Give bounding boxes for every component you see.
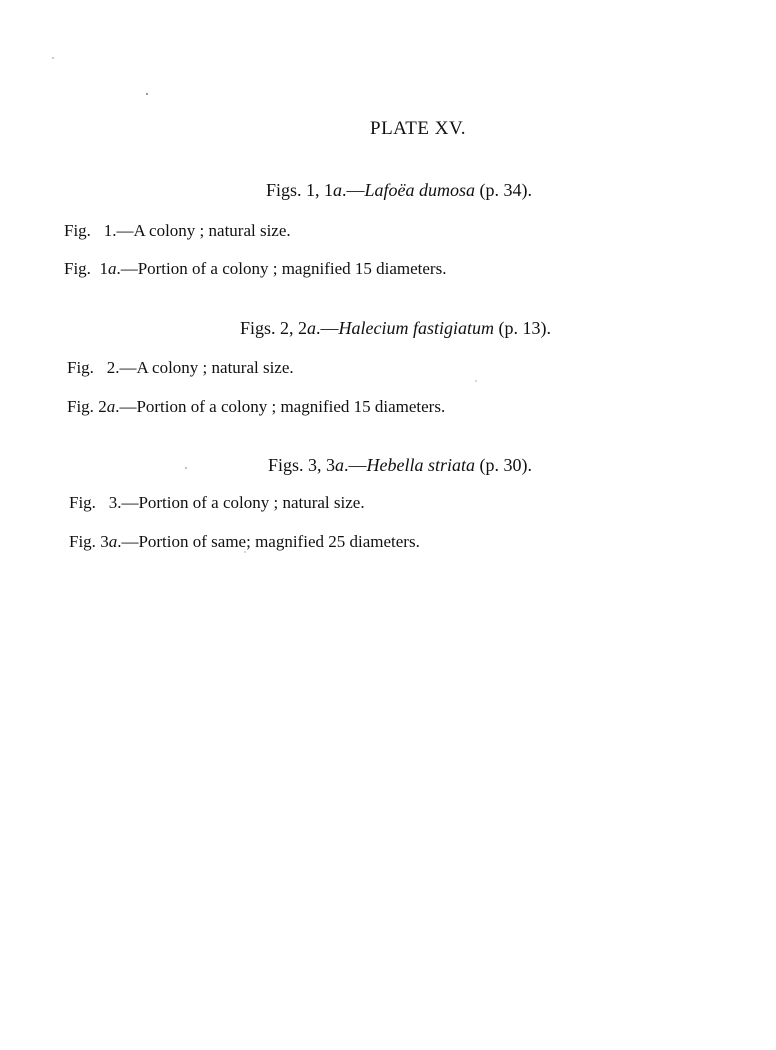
fig-number: 3.	[108, 493, 122, 512]
fig-label: Fig.	[67, 397, 94, 416]
page-reference: (p. 13).	[494, 318, 552, 338]
species-name: Halecium fastigiatum	[338, 318, 495, 338]
fig-label: Fig.	[64, 259, 91, 278]
heading-dash: .—	[342, 180, 365, 200]
fig-text: .—Portion of a colony ; magnified 15 diameters.	[116, 259, 447, 278]
fig-text: .—Portion of a colony ; magnified 15 diameters.	[115, 397, 446, 416]
fig-label: Fig.	[64, 221, 91, 240]
fig-label: Fig.	[67, 358, 94, 377]
fig-text: .—Portion of same; magnified 25 diameters.	[117, 532, 420, 551]
fig-number: 2	[98, 397, 107, 416]
fig-label: Fig.	[69, 493, 96, 512]
heading-prefix: Figs. 3, 3	[268, 455, 336, 475]
figure-caption-2	[67, 358, 294, 378]
section-heading-3	[268, 455, 532, 476]
section-heading-1	[266, 180, 532, 201]
fig-number: 2.	[106, 358, 120, 377]
page-reference: (p. 34).	[475, 180, 533, 200]
figure-caption-3a	[69, 532, 420, 552]
section-heading-2	[240, 318, 551, 339]
figure-caption-1a	[64, 259, 446, 279]
fig-label: Fig.	[69, 532, 96, 551]
fig-text: —A colony ; natural size.	[116, 221, 291, 240]
heading-prefix: Figs. 2, 2	[240, 318, 308, 338]
heading-prefix-italic: a	[333, 180, 343, 200]
fig-text: —Portion of a colony ; natural size.	[121, 493, 365, 512]
fig-number: 3	[100, 532, 109, 551]
figure-caption-1	[64, 221, 291, 241]
page-reference: (p. 30).	[475, 455, 533, 475]
fig-number-italic: a	[108, 532, 118, 551]
fig-number-italic: a	[106, 397, 116, 416]
scan-speck	[52, 57, 54, 59]
fig-text: —A colony ; natural size.	[119, 358, 294, 377]
species-name: Hebella striata	[366, 455, 476, 475]
scan-speck	[475, 380, 477, 382]
heading-dash: .—	[344, 455, 367, 475]
figure-caption-2a	[67, 397, 445, 417]
fig-number: 1	[99, 259, 108, 278]
heading-prefix-italic: a	[335, 455, 345, 475]
species-name: Lafoëa dumosa	[364, 180, 476, 200]
scan-speck	[146, 93, 148, 95]
plate-title: PLATE XV.	[370, 118, 466, 139]
figure-caption-3	[69, 493, 365, 513]
heading-prefix-italic: a	[307, 318, 317, 338]
fig-number: 1.	[103, 221, 117, 240]
heading-prefix: Figs. 1, 1	[266, 180, 334, 200]
scan-speck	[185, 467, 187, 469]
scan-speck	[244, 551, 246, 553]
heading-dash: .—	[316, 318, 339, 338]
fig-number-italic: a	[107, 259, 117, 278]
